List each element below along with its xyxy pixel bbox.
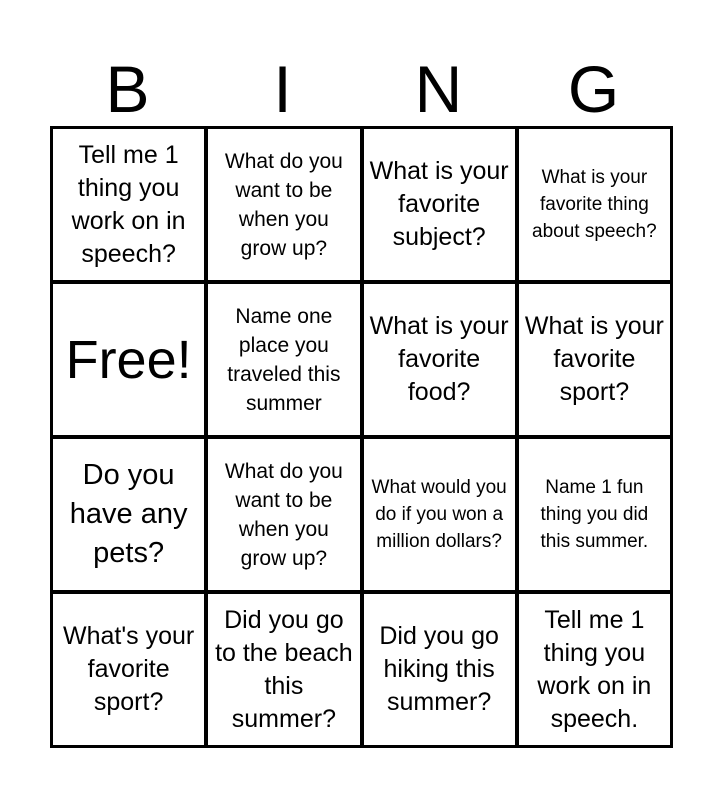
cell-text: Name 1 fun thing you did this summer. [540,477,649,552]
bingo-cell[interactable] [364,439,515,590]
bingo-cell[interactable] [519,284,670,435]
bingo-header [50,52,673,126]
bingo-cell[interactable] [208,594,359,745]
cell-text: Name one place you traveled this summer [227,304,341,415]
bingo-cell[interactable] [364,594,515,745]
bingo-cell[interactable] [208,439,359,590]
bingo-cell[interactable] [208,284,359,435]
free-space-cell[interactable] [53,284,204,435]
bingo-board [50,126,673,748]
header-letter-b: B [105,52,150,126]
header-letter-g: G [567,52,620,126]
bingo-cell[interactable] [208,129,359,280]
cell-text: What is your favorite food? [369,312,509,406]
cell-text: What's your favorite sport? [63,622,195,716]
cell-text: Did you go to the beach this summer? [215,605,353,733]
cell-text: Tell me 1 thing you work on in speech. [537,605,652,733]
bingo-cell[interactable] [519,594,670,745]
bingo-cell[interactable] [53,129,204,280]
header-letter-n: N [414,52,463,126]
bingo-cell[interactable] [53,439,204,590]
cell-text: Do you have any pets? [69,459,188,569]
cell-text: What is your favorite sport? [524,312,664,406]
bingo-cell[interactable] [364,129,515,280]
header-letter-i: I [273,52,292,126]
bingo-cell[interactable] [519,439,670,590]
cell-text: Tell me 1 thing you work on in speech? [71,140,186,268]
free-space-label: Free! [65,329,192,390]
cell-text: What do you want to be when you grow up? [224,149,343,260]
bingo-cell[interactable] [364,284,515,435]
cell-text: What do you want to be when you grow up? [224,459,343,570]
bingo-cell[interactable] [53,594,204,745]
cell-text: What is your favorite subject? [369,157,509,251]
cell-text: What would you do if you won a million dollars? [371,477,507,552]
cell-text: Did you go hiking this summer? [379,622,499,716]
cell-text: What is your favorite thing about speech? [532,167,657,242]
bingo-cell[interactable] [519,129,670,280]
